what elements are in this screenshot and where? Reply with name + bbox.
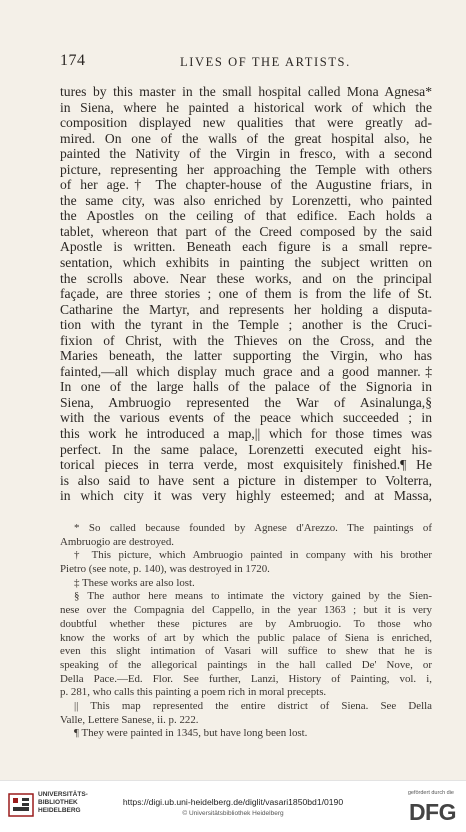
footnote-line: even this slight intimation of Vasari will suffice to shew that he is (60, 645, 432, 658)
body-line: picture, representing her approaching the Temple with others (60, 161, 432, 177)
body-line: the Apostles on the ceiling of that edifice. Each holds a (60, 208, 432, 224)
footnote-line: † This picture, which Ambruogio painted in company with his brother (74, 549, 432, 562)
library-name-line-1: UNIVERSITÄTS- (38, 791, 88, 798)
footnotes (60, 522, 432, 741)
body-line: of her age.† The chapter-house of the Augustine friars, in (60, 177, 432, 193)
page-number: 174 (60, 52, 86, 69)
body-line: tures by this master in the small hospital called Mona Agnesa* (60, 84, 432, 99)
body-line: painted the Nativity of the Virgin in fresco, with a second (60, 146, 432, 162)
body-line: Apostle is written. Beneath each figure is a small repre- (60, 239, 432, 255)
body-line: composition displayed new qualities that were greatly ad- (60, 115, 432, 131)
body-line: Catharine the Martyr, and represents her holding a disputa- (60, 301, 432, 317)
dfg-logo: DFG (408, 799, 456, 825)
body-line: torical pieces in terra verde, most exquisitely finished.¶ He (60, 457, 432, 473)
footnote-line: nese over the Compagnia del Cappello, in the year 1363 ; but it is very (60, 604, 432, 617)
body-line: tablet, whereon that part of the Creed composed by the said (60, 223, 432, 239)
footnote-line: Valle, Lettere Sanese, ii. p. 222. (60, 713, 199, 726)
footnote-line: p. 281, who calls this painting a poem rich in moral precepts. (60, 686, 327, 699)
funded-by-label: gefördert durch die (407, 790, 454, 796)
body-line: mired. On one of the walls of the great hospital also, he (60, 130, 432, 146)
body-line: is also said to have sent a picture in distemper to Volterra, (60, 472, 432, 488)
body-line: fixion of Christ, with the Thieves on the Cross, and the (60, 332, 432, 348)
body-line: this work he introduced a map,|| which for those times was (60, 426, 432, 442)
footnote-line: Pietro (see note, p. 140), was destroyed in 1720. (60, 563, 270, 576)
library-name-line-2: BIBLIOTHEK (38, 799, 78, 806)
body-line: façade, are three stories ; one of them is from the life of St. (60, 286, 432, 302)
footnote-line: ‡ These works are also lost. (74, 576, 195, 589)
copyright-notice: © Universitätsbibliothek Heidelberg (182, 810, 284, 817)
footnote-line: || This map represented the entire district of Siena. See Della (74, 699, 432, 712)
body-line: sentation, which exhibits in painting the subject written on (60, 255, 432, 271)
footnote-line: Ambruogio are destroyed. (60, 535, 175, 548)
body-line: in Siena, where he painted a historical work of which the (60, 99, 432, 115)
body-line: Siena, Ambruogio represented the War of Asinalunga,§ (60, 394, 432, 410)
body-line: Maries beneath, the latter supporting the Virgin, who has (60, 348, 432, 364)
body-line: tion with the tyrant in the Temple ; another is the Cruci- (60, 317, 432, 333)
body-line: the scrolls above. Near these works, and on the principal (60, 270, 432, 286)
viewer-footer-bar (0, 780, 466, 832)
footnote-line: speaking of the allegorical paintings in the hall called De' Nove, or (60, 658, 432, 671)
footnote-line: § The author here means to intimate the victory gained by the Sien- (74, 590, 432, 603)
footnote-line: ¶ They were painted in 1345, but have long been lost. (74, 727, 308, 740)
footnote-line: * So called because founded by Agnese d'Arezzo. The paintings of (74, 522, 432, 534)
body-line: with the various events of the peace which succeeded ; in (60, 410, 432, 426)
library-name-line-3: HEIDELBERG (38, 807, 81, 814)
page-header (60, 52, 432, 72)
footnote-line: know the works of art by which the public palace of Siena is enriched, (60, 631, 432, 644)
body-text (60, 84, 432, 504)
running-title: LIVES OF THE ARTISTS. (180, 55, 351, 69)
body-line: the same city, was also enriched by Lorenzetti, who painted (60, 192, 432, 208)
body-line: perfect. In the same palace, Lorenzetti executed eight his- (60, 441, 432, 457)
body-line: fainted,—all which display much grace and a good manner.‡ (60, 363, 432, 379)
footnote-line: doubtful whether these pictures are by Ambruogio. To those who (60, 617, 432, 630)
permalink-url[interactable]: https://digi.ub.uni-heidelberg.de/diglit/vasari1850bd1/0190 (122, 797, 344, 807)
body-line: In one of the large halls of the palace of the Signoria in (60, 379, 432, 395)
body-line: in which city it was very highly esteemed; and at Massa, (60, 488, 432, 504)
footnote-line: Della Pace.—Ed. Flor. See further, Lanzi, History of Painting, vol. i, (60, 672, 432, 685)
